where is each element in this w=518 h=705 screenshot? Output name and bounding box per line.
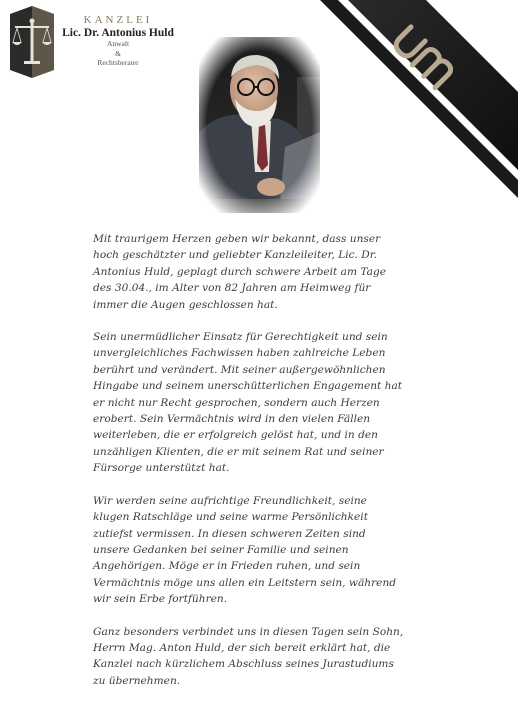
mourning-ribbon-icon xyxy=(300,0,518,200)
paragraph-4: Ganz besonders verbindet uns in diesen Tagen sein Sohn, Herrn Mag. Anton Huld, der sich bereit erklärt hat, die Kanzlei nach kürzlichem Abschluss seines Jurastudiums zu übernehmen. xyxy=(93,625,404,687)
firm-logo xyxy=(6,4,58,80)
mourning-ribbon xyxy=(300,0,518,200)
firm-name: Lic. Dr. Antonius Huld xyxy=(62,27,174,39)
portrait-image xyxy=(199,37,320,213)
paragraph-2: Sein unermüdlicher Einsatz für Gerechtigkeit und sein unvergleichliches Fachwissen haben zahlreiche Leben berührt und verändert. Mit seiner außergewöhnlichen Hingabe und seinem unerschütterlichen Engagement hat er nicht nur Recht gesprochen, sondern auch Herzen erobert. Sein Vermächtnis wird in den vielen Fällen weiterleben, die er erfolgreich gelöst hat, und in den unzähligen Klienten, die er mit seinem Rat und seiner Fürsorge unterstützt hat. xyxy=(93,331,403,475)
scales-of-justice-icon xyxy=(6,4,58,80)
firm-label: KANZLEI xyxy=(83,14,153,26)
role-line-2: Rechtsberater xyxy=(97,58,139,67)
paragraph-3: Wir werden seine aufrichtige Freundlichkeit, seine klugen Ratschläge und seine warme Persönlichkeit zutiefst vermissen. In diesen schweren Zeiten sind unsere Gedanken bei seiner Familie und seinen Angehörigen. Möge er in Frieden ruhen, und sein Vermächtnis möge uns allen ein Leitstern sein, während wir sein Erbe fortführen. xyxy=(93,494,397,606)
obituary-text xyxy=(93,231,405,705)
role-ampersand: & xyxy=(115,49,121,58)
role-line-1: Anwalt xyxy=(106,39,130,48)
paragraph-1: Mit traurigem Herzen geben wir bekannt, dass unser hoch geschätzter und geliebter Kanzleileiter, Lic. Dr. Antonius Huld, geplagt durch schwere Arbeit am Tage des 30.04., im Alter von 82 Jahren am Heimweg für immer die Augen geschlossen hat. xyxy=(93,233,386,311)
portrait-photo xyxy=(199,37,320,213)
firm-header xyxy=(58,14,178,67)
